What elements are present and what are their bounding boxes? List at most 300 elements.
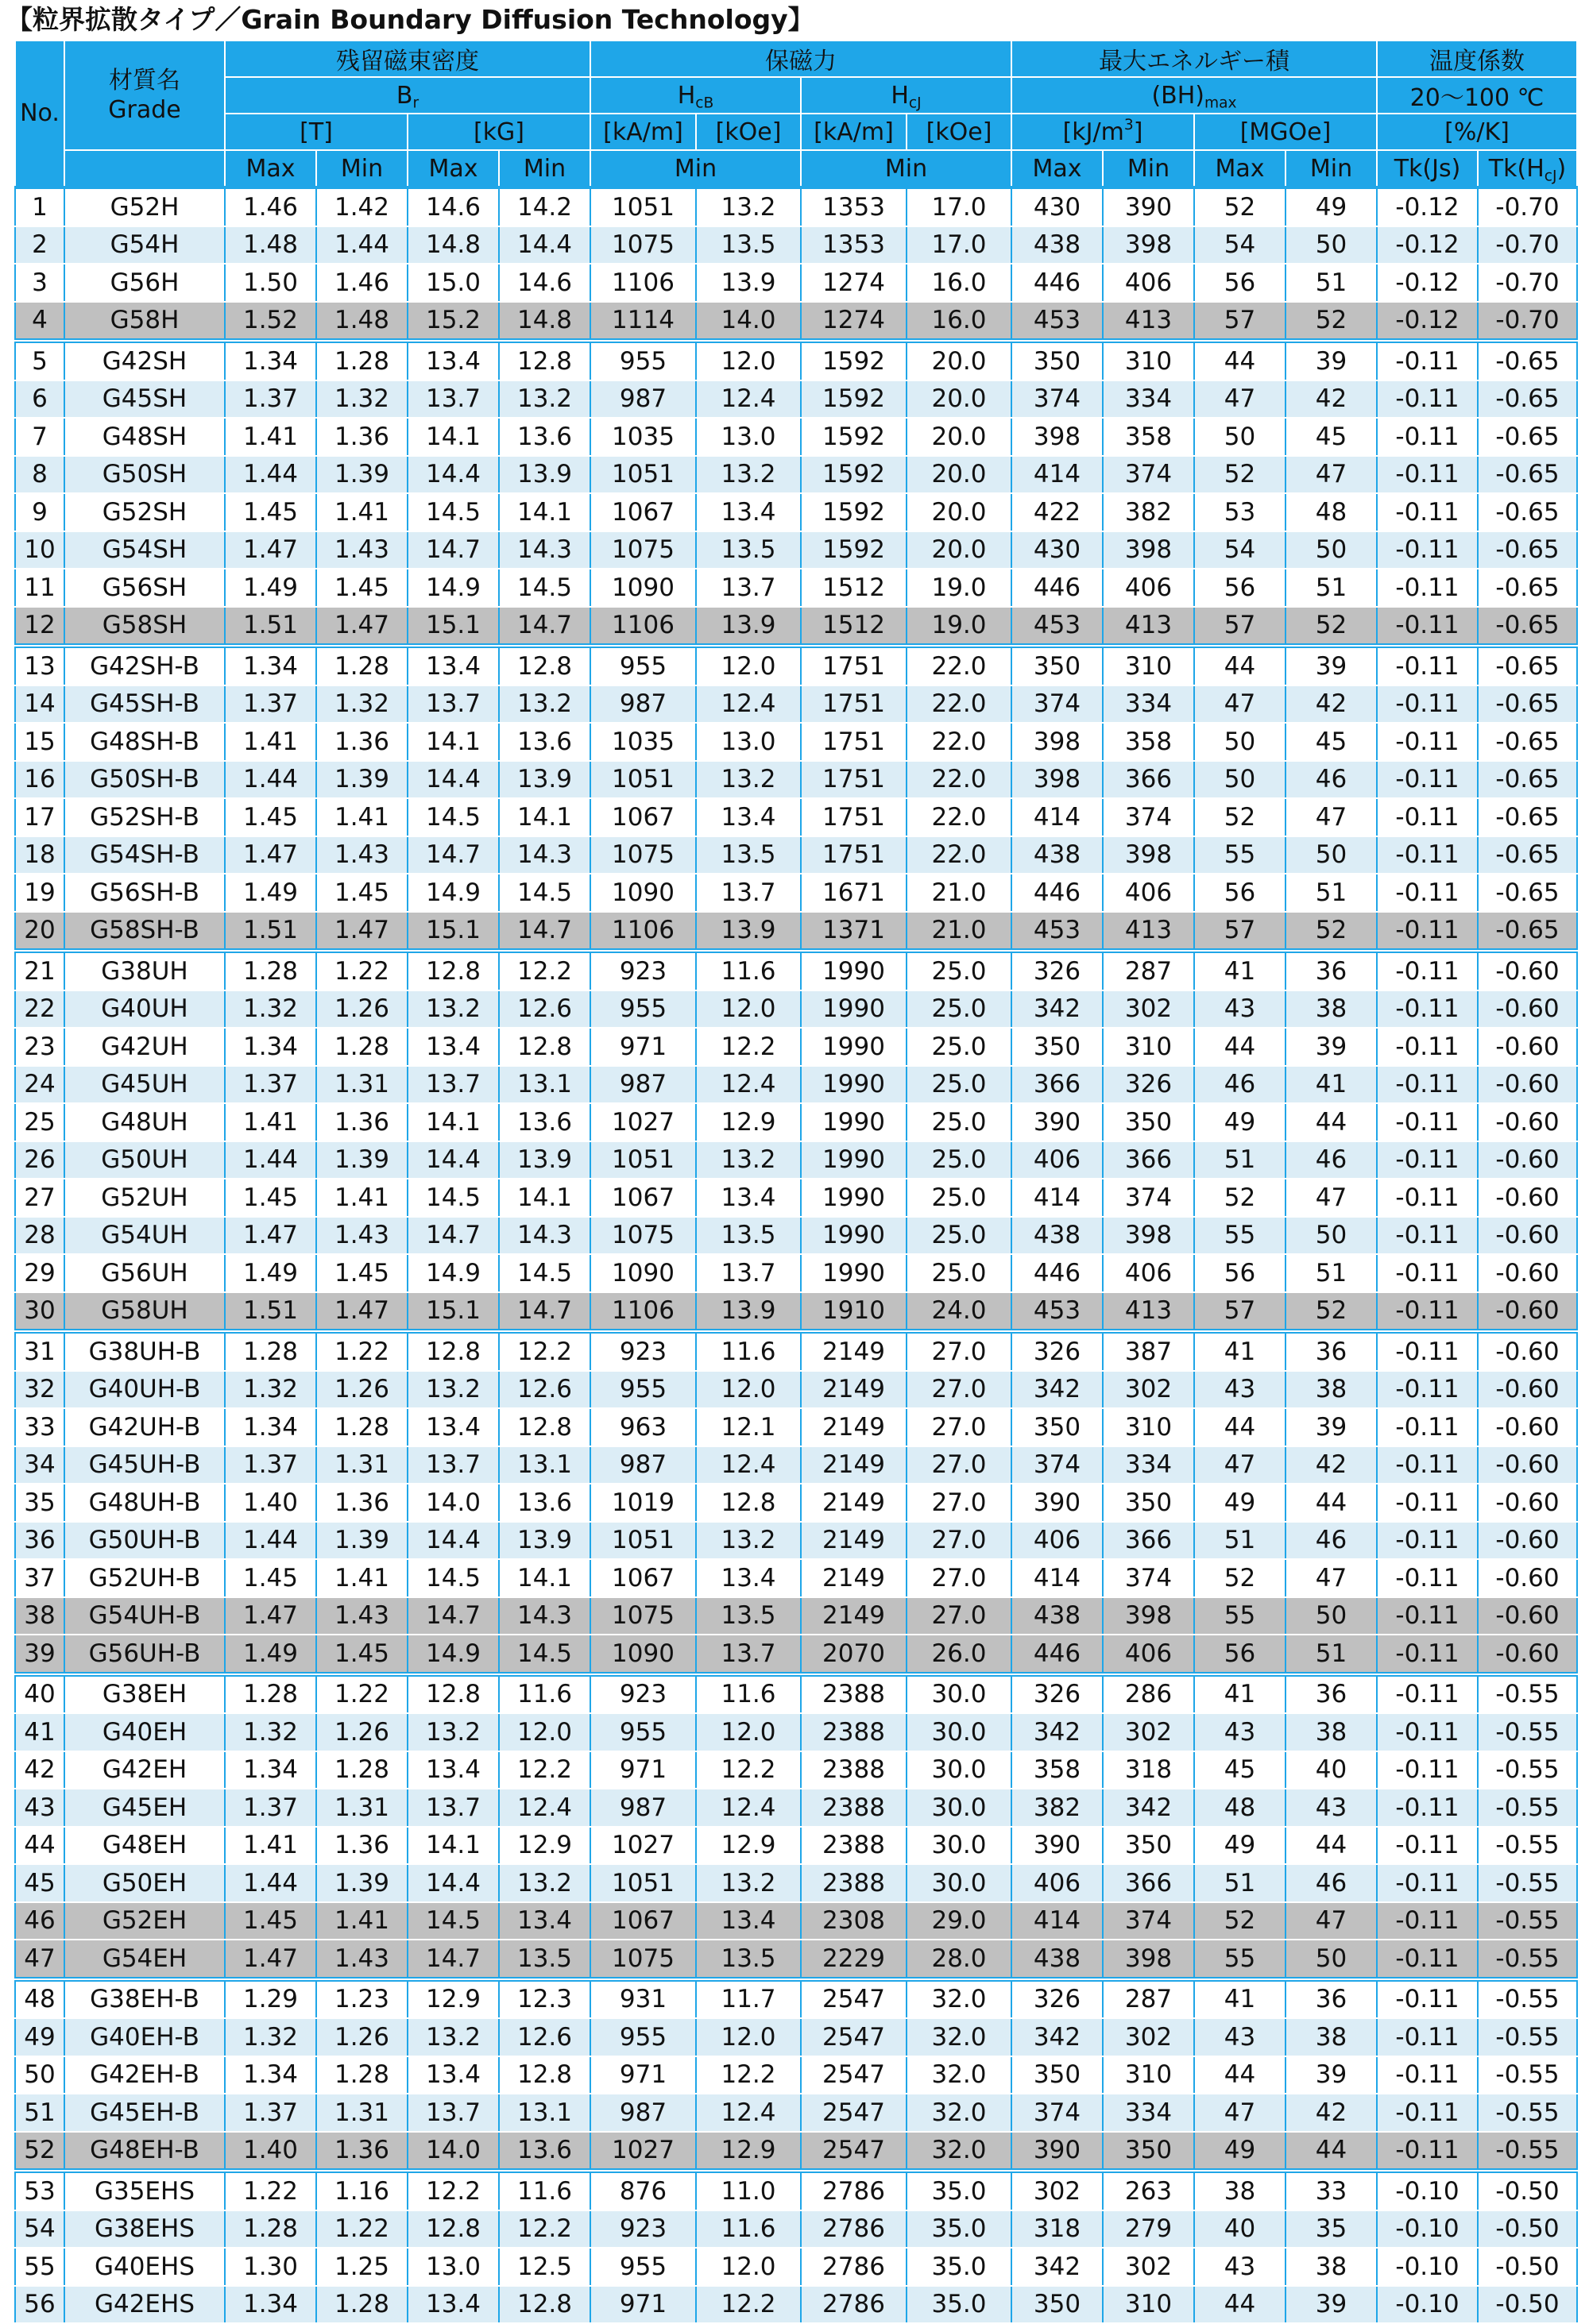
cell-hcb-kam: 1067 <box>590 493 696 531</box>
cell-hcb-koe: 12.2 <box>696 2286 801 2324</box>
cell-br-kg-max: 14.5 <box>408 493 499 531</box>
cell-no: 29 <box>15 1254 64 1292</box>
cell-bh-mgoe-max: 47 <box>1194 685 1286 724</box>
cell-hcb-koe: 13.2 <box>696 1141 801 1179</box>
cell-hcb-koe: 13.5 <box>696 1217 801 1255</box>
cell-bh-kj-min: 406 <box>1103 264 1194 302</box>
cell-tk-js: -0.11 <box>1377 1789 1478 1827</box>
cell-grade: G40UH-B <box>64 1371 225 1409</box>
cell-hcj-koe: 20.0 <box>907 493 1011 531</box>
cell-hcj-kam: 1990 <box>801 951 907 990</box>
cell-bh-kj-min: 310 <box>1103 1028 1194 1066</box>
cell-hcb-kam: 1075 <box>590 1217 696 1255</box>
cell-tk-js: -0.11 <box>1377 1827 1478 1865</box>
cell-tk-js: -0.11 <box>1377 1408 1478 1446</box>
cell-br-kg-max: 14.7 <box>408 836 499 874</box>
header-coercivity-group: 保磁力 <box>590 41 1011 77</box>
cell-bh-kj-min: 326 <box>1103 1066 1194 1104</box>
cell-tk-hcj: -0.55 <box>1478 1713 1577 1751</box>
cell-bh-kj-max: 446 <box>1011 1635 1103 1674</box>
cell-hcj-koe: 35.0 <box>907 2248 1011 2286</box>
cell-bh-mgoe-min: 51 <box>1286 874 1377 912</box>
cell-tk-hcj: -0.50 <box>1478 2248 1577 2286</box>
cell-bh-kj-max: 390 <box>1011 1484 1103 1522</box>
cell-bh-kj-min: 334 <box>1103 685 1194 724</box>
cell-hcb-kam: 1075 <box>590 836 696 874</box>
cell-bh-mgoe-min: 38 <box>1286 2018 1377 2056</box>
cell-br-t-max: 1.51 <box>225 607 316 647</box>
cell-hcj-kam: 2388 <box>801 1827 907 1865</box>
table-row <box>15 836 1577 874</box>
cell-br-t-max: 1.44 <box>225 1864 316 1902</box>
cell-bh-kj-min: 334 <box>1103 1446 1194 1484</box>
cell-br-kg-max: 14.4 <box>408 1141 499 1179</box>
cell-bh-mgoe-min: 45 <box>1286 418 1377 456</box>
cell-hcb-kam: 1027 <box>590 1827 696 1865</box>
cell-bh-kj-min: 366 <box>1103 1864 1194 1902</box>
cell-hcb-kam: 963 <box>590 1408 696 1446</box>
cell-bh-mgoe-max: 44 <box>1194 2056 1286 2094</box>
cell-hcj-koe: 16.0 <box>907 264 1011 302</box>
cell-br-t-max: 1.49 <box>225 874 316 912</box>
cell-bh-mgoe-min: 39 <box>1286 646 1377 685</box>
cell-br-kg-min: 14.1 <box>499 798 590 836</box>
cell-hcj-kam: 2388 <box>801 1674 907 1714</box>
cell-br-t-max: 1.50 <box>225 264 316 302</box>
cell-hcb-koe: 12.0 <box>696 990 801 1029</box>
cell-no: 9 <box>15 493 64 531</box>
cell-tk-hcj: -0.60 <box>1478 1371 1577 1409</box>
cell-hcj-kam: 2786 <box>801 2286 907 2324</box>
cell-hcj-koe: 25.0 <box>907 990 1011 1029</box>
cell-grade: G54SH-B <box>64 836 225 874</box>
cell-br-kg-max: 15.1 <box>408 607 499 647</box>
cell-br-t-min: 1.31 <box>316 1789 408 1827</box>
cell-bh-mgoe-max: 54 <box>1194 531 1286 569</box>
cell-no: 26 <box>15 1141 64 1179</box>
cell-no: 46 <box>15 1902 64 1940</box>
cell-br-t-min: 1.47 <box>316 607 408 647</box>
cell-hcb-kam: 1090 <box>590 874 696 912</box>
cell-grade: G48UH <box>64 1103 225 1141</box>
cell-hcb-koe: 12.8 <box>696 1484 801 1522</box>
table-row <box>15 264 1577 302</box>
cell-hcj-koe: 22.0 <box>907 723 1011 761</box>
cell-bh-mgoe-min: 52 <box>1286 607 1377 647</box>
cell-grade: G52UH-B <box>64 1559 225 1597</box>
cell-hcb-kam: 1067 <box>590 1902 696 1940</box>
cell-br-t-min: 1.22 <box>316 2210 408 2249</box>
table-row <box>15 1827 1577 1865</box>
cell-tk-hcj: -0.65 <box>1478 607 1577 647</box>
cell-grade: G45UH <box>64 1066 225 1104</box>
cell-hcj-koe: 32.0 <box>907 2132 1011 2172</box>
cell-br-t-max: 1.47 <box>225 1940 316 1979</box>
cell-bh-mgoe-max: 44 <box>1194 1408 1286 1446</box>
cell-no: 31 <box>15 1331 64 1371</box>
header-bh-symbol: $(BH)_{max}$ <box>1011 77 1377 114</box>
cell-bh-kj-max: 398 <box>1011 418 1103 456</box>
header-grade-jp: 材質名 <box>109 66 180 95</box>
cell-hcb-koe: 12.0 <box>696 341 801 380</box>
cell-hcj-kam: 1592 <box>801 456 907 494</box>
cell-br-t-min: 1.45 <box>316 569 408 607</box>
header-no: No. <box>15 41 64 187</box>
cell-tk-js: -0.11 <box>1377 1331 1478 1371</box>
cell-grade: G56SH <box>64 569 225 607</box>
table-row <box>15 302 1577 342</box>
cell-br-kg-min: 14.7 <box>499 912 590 952</box>
cell-br-t-min: 1.31 <box>316 1066 408 1104</box>
cell-br-kg-min: 13.2 <box>499 1864 590 1902</box>
cell-grade: G42EHS <box>64 2286 225 2324</box>
cell-hcb-koe: 13.7 <box>696 874 801 912</box>
cell-br-t-min: 1.23 <box>316 1979 408 2019</box>
cell-bh-mgoe-max: 50 <box>1194 418 1286 456</box>
cell-tk-js: -0.10 <box>1377 2210 1478 2249</box>
cell-hcb-kam: 987 <box>590 1446 696 1484</box>
cell-br-kg-max: 12.8 <box>408 1674 499 1714</box>
cell-bh-kj-min: 302 <box>1103 1371 1194 1409</box>
cell-bh-mgoe-max: 56 <box>1194 569 1286 607</box>
cell-tk-js: -0.11 <box>1377 1559 1478 1597</box>
cell-grade: G58SH <box>64 607 225 647</box>
cell-bh-kj-min: 374 <box>1103 1902 1194 1940</box>
cell-bh-mgoe-max: 49 <box>1194 1484 1286 1522</box>
cell-grade: G54H <box>64 226 225 264</box>
cell-no: 20 <box>15 912 64 952</box>
cell-bh-mgoe-min: 51 <box>1286 1635 1377 1674</box>
cell-no: 45 <box>15 1864 64 1902</box>
cell-hcj-koe: 22.0 <box>907 685 1011 724</box>
cell-bh-mgoe-min: 39 <box>1286 341 1377 380</box>
cell-br-kg-max: 13.7 <box>408 685 499 724</box>
cell-no: 47 <box>15 1940 64 1979</box>
cell-br-t-max: 1.34 <box>225 1408 316 1446</box>
cell-hcb-kam: 1051 <box>590 1522 696 1560</box>
cell-hcj-kam: 1990 <box>801 1066 907 1104</box>
cell-no: 41 <box>15 1713 64 1751</box>
cell-hcb-koe: 13.4 <box>696 798 801 836</box>
cell-br-t-max: 1.34 <box>225 1028 316 1066</box>
table-row <box>15 1635 1577 1674</box>
table-row <box>15 2171 1577 2210</box>
cell-hcj-koe: 28.0 <box>907 1940 1011 1979</box>
cell-br-kg-max: 14.1 <box>408 723 499 761</box>
cell-hcj-koe: 25.0 <box>907 1179 1011 1217</box>
cell-tk-js: -0.11 <box>1377 1254 1478 1292</box>
header-unit-kam-hcj: [kA/m] <box>801 114 907 150</box>
cell-br-kg-max: 13.7 <box>408 380 499 419</box>
cell-tk-js: -0.11 <box>1377 836 1478 874</box>
cell-bh-kj-min: 366 <box>1103 1522 1194 1560</box>
cell-br-t-min: 1.28 <box>316 646 408 685</box>
cell-hcj-kam: 2388 <box>801 1751 907 1789</box>
page-title: 【粒界拡散タイプ／Grain Boundary Diffusion Technology】 <box>6 4 814 35</box>
cell-tk-js: -0.11 <box>1377 990 1478 1029</box>
cell-br-kg-min: 12.8 <box>499 341 590 380</box>
cell-bh-mgoe-min: 38 <box>1286 1713 1377 1751</box>
cell-tk-js: -0.10 <box>1377 2286 1478 2324</box>
cell-br-kg-min: 12.8 <box>499 1408 590 1446</box>
cell-bh-kj-max: 438 <box>1011 1940 1103 1979</box>
cell-hcb-koe: 12.2 <box>696 1751 801 1789</box>
table-header <box>15 41 1577 187</box>
cell-hcj-koe: 35.0 <box>907 2210 1011 2249</box>
cell-bh-kj-min: 310 <box>1103 646 1194 685</box>
cell-grade: G54UH-B <box>64 1597 225 1635</box>
cell-bh-kj-min: 406 <box>1103 874 1194 912</box>
cell-hcb-kam: 1035 <box>590 418 696 456</box>
cell-tk-js: -0.10 <box>1377 2171 1478 2210</box>
cell-hcj-kam: 2547 <box>801 2056 907 2094</box>
cell-br-t-max: 1.41 <box>225 1827 316 1865</box>
cell-hcb-kam: 955 <box>590 1371 696 1409</box>
cell-tk-js: -0.11 <box>1377 1446 1478 1484</box>
cell-bh-kj-max: 390 <box>1011 2132 1103 2172</box>
cell-no: 16 <box>15 761 64 799</box>
cell-bh-kj-max: 414 <box>1011 456 1103 494</box>
cell-br-kg-min: 12.2 <box>499 1751 590 1789</box>
cell-tk-js: -0.11 <box>1377 418 1478 456</box>
cell-br-t-max: 1.32 <box>225 990 316 1029</box>
cell-hcb-koe: 13.4 <box>696 1559 801 1597</box>
cell-bh-kj-max: 366 <box>1011 1066 1103 1104</box>
cell-hcb-kam: 971 <box>590 2286 696 2324</box>
cell-tk-hcj: -0.65 <box>1478 685 1577 724</box>
cell-hcj-kam: 1371 <box>801 912 907 952</box>
cell-tk-js: -0.11 <box>1377 2132 1478 2172</box>
header-br-symbol: $B_r$ <box>225 77 590 114</box>
cell-br-t-min: 1.28 <box>316 2056 408 2094</box>
cell-bh-mgoe-max: 38 <box>1194 2171 1286 2210</box>
cell-br-kg-max: 13.4 <box>408 1028 499 1066</box>
table-row <box>15 951 1577 990</box>
cell-grade: G48SH <box>64 418 225 456</box>
table-row <box>15 1713 1577 1751</box>
cell-bh-mgoe-max: 56 <box>1194 874 1286 912</box>
cell-hcj-kam: 2388 <box>801 1713 907 1751</box>
cell-hcj-kam: 1512 <box>801 569 907 607</box>
table-row <box>15 1597 1577 1635</box>
cell-bh-kj-min: 358 <box>1103 723 1194 761</box>
cell-no: 17 <box>15 798 64 836</box>
cell-br-kg-min: 13.9 <box>499 456 590 494</box>
cell-tk-hcj: -0.60 <box>1478 1028 1577 1066</box>
cell-br-kg-max: 14.4 <box>408 761 499 799</box>
cell-no: 35 <box>15 1484 64 1522</box>
cell-br-t-min: 1.26 <box>316 1371 408 1409</box>
cell-hcj-kam: 2547 <box>801 1979 907 2019</box>
cell-bh-kj-min: 334 <box>1103 2094 1194 2132</box>
cell-no: 51 <box>15 2094 64 2132</box>
cell-hcb-kam: 1114 <box>590 302 696 342</box>
cell-hcb-koe: 13.2 <box>696 761 801 799</box>
table-row <box>15 1864 1577 1902</box>
cell-tk-js: -0.11 <box>1377 874 1478 912</box>
cell-br-kg-max: 14.1 <box>408 1103 499 1141</box>
cell-no: 25 <box>15 1103 64 1141</box>
cell-bh-mgoe-min: 50 <box>1286 1940 1377 1979</box>
cell-br-t-max: 1.37 <box>225 380 316 419</box>
cell-bh-mgoe-min: 43 <box>1286 1789 1377 1827</box>
table-row <box>15 1789 1577 1827</box>
cell-grade: G48EH <box>64 1827 225 1865</box>
cell-no: 5 <box>15 341 64 380</box>
cell-bh-kj-max: 438 <box>1011 226 1103 264</box>
cell-no: 14 <box>15 685 64 724</box>
cell-hcb-kam: 971 <box>590 1751 696 1789</box>
cell-br-t-max: 1.41 <box>225 723 316 761</box>
cell-br-t-min: 1.28 <box>316 341 408 380</box>
cell-br-kg-max: 12.8 <box>408 951 499 990</box>
cell-hcb-kam: 955 <box>590 1713 696 1751</box>
cell-tk-hcj: -0.65 <box>1478 646 1577 685</box>
cell-br-kg-min: 11.6 <box>499 1674 590 1714</box>
cell-br-t-max: 1.40 <box>225 2132 316 2172</box>
cell-hcb-kam: 1106 <box>590 912 696 952</box>
cell-bh-mgoe-min: 38 <box>1286 990 1377 1029</box>
cell-bh-mgoe-min: 42 <box>1286 2094 1377 2132</box>
cell-br-kg-max: 14.9 <box>408 874 499 912</box>
cell-hcj-kam: 1751 <box>801 798 907 836</box>
cell-br-kg-min: 13.9 <box>499 761 590 799</box>
cell-bh-kj-max: 430 <box>1011 531 1103 569</box>
cell-bh-kj-min: 350 <box>1103 1103 1194 1141</box>
cell-no: 30 <box>15 1292 64 1332</box>
cell-bh-mgoe-min: 33 <box>1286 2171 1377 2210</box>
cell-bh-kj-max: 342 <box>1011 2248 1103 2286</box>
cell-hcj-koe: 25.0 <box>907 951 1011 990</box>
cell-bh-mgoe-min: 51 <box>1286 1254 1377 1292</box>
cell-br-kg-max: 14.0 <box>408 2132 499 2172</box>
cell-tk-js: -0.11 <box>1377 1751 1478 1789</box>
cell-hcj-koe: 25.0 <box>907 1141 1011 1179</box>
table-row <box>15 607 1577 647</box>
cell-bh-kj-min: 374 <box>1103 1179 1194 1217</box>
cell-hcj-kam: 1592 <box>801 531 907 569</box>
cell-no: 49 <box>15 2018 64 2056</box>
cell-hcb-kam: 1051 <box>590 456 696 494</box>
cell-br-kg-min: 12.0 <box>499 1713 590 1751</box>
cell-hcj-kam: 2229 <box>801 1940 907 1979</box>
cell-br-t-min: 1.41 <box>316 798 408 836</box>
cell-br-t-max: 1.34 <box>225 2056 316 2094</box>
cell-no: 12 <box>15 607 64 647</box>
cell-tk-js: -0.11 <box>1377 1371 1478 1409</box>
header-grade-blank <box>64 150 225 187</box>
cell-tk-hcj: -0.65 <box>1478 569 1577 607</box>
cell-grade: G45SH-B <box>64 685 225 724</box>
cell-hcb-kam: 1106 <box>590 607 696 647</box>
cell-hcb-kam: 1027 <box>590 1103 696 1141</box>
cell-br-t-max: 1.45 <box>225 1902 316 1940</box>
cell-br-kg-max: 13.4 <box>408 2286 499 2324</box>
cell-hcj-koe: 32.0 <box>907 2018 1011 2056</box>
cell-tk-hcj: -0.55 <box>1478 1979 1577 2019</box>
cell-hcb-kam: 987 <box>590 2094 696 2132</box>
cell-br-t-min: 1.45 <box>316 1254 408 1292</box>
cell-bh-mgoe-max: 52 <box>1194 1559 1286 1597</box>
cell-bh-mgoe-max: 44 <box>1194 341 1286 380</box>
table-row <box>15 1292 1577 1332</box>
cell-grade: G56H <box>64 264 225 302</box>
table-row <box>15 341 1577 380</box>
cell-bh-mgoe-min: 40 <box>1286 1751 1377 1789</box>
cell-hcj-kam: 2547 <box>801 2132 907 2172</box>
cell-hcj-kam: 1990 <box>801 1217 907 1255</box>
cell-hcj-koe: 27.0 <box>907 1559 1011 1597</box>
cell-br-t-max: 1.47 <box>225 836 316 874</box>
cell-br-t-max: 1.34 <box>225 341 316 380</box>
cell-tk-js: -0.11 <box>1377 569 1478 607</box>
cell-tk-hcj: -0.60 <box>1478 1484 1577 1522</box>
cell-no: 37 <box>15 1559 64 1597</box>
cell-hcj-kam: 2388 <box>801 1789 907 1827</box>
cell-hcb-koe: 12.9 <box>696 2132 801 2172</box>
cell-grade: G48EH-B <box>64 2132 225 2172</box>
cell-hcj-koe: 30.0 <box>907 1827 1011 1865</box>
cell-tk-hcj: -0.60 <box>1478 1331 1577 1371</box>
header-unit-kam-hcb: [kA/m] <box>590 114 696 150</box>
cell-br-kg-max: 14.7 <box>408 1940 499 1979</box>
cell-br-t-max: 1.45 <box>225 1179 316 1217</box>
cell-br-kg-max: 14.0 <box>408 1484 499 1522</box>
cell-tk-hcj: -0.55 <box>1478 2132 1577 2172</box>
cell-bh-kj-max: 358 <box>1011 1751 1103 1789</box>
cell-bh-mgoe-max: 55 <box>1194 1940 1286 1979</box>
cell-bh-mgoe-max: 40 <box>1194 2210 1286 2249</box>
cell-br-t-max: 1.41 <box>225 418 316 456</box>
cell-hcj-kam: 2786 <box>801 2171 907 2210</box>
header-unit-koe-hcj: [kOe] <box>907 114 1011 150</box>
cell-tk-hcj: -0.60 <box>1478 1292 1577 1332</box>
table-row <box>15 912 1577 952</box>
cell-hcb-koe: 13.5 <box>696 1597 801 1635</box>
cell-bh-mgoe-max: 44 <box>1194 1028 1286 1066</box>
cell-hcb-kam: 1067 <box>590 798 696 836</box>
cell-bh-kj-min: 406 <box>1103 569 1194 607</box>
cell-br-kg-min: 14.3 <box>499 1217 590 1255</box>
cell-br-kg-max: 14.4 <box>408 1522 499 1560</box>
cell-hcj-koe: 25.0 <box>907 1217 1011 1255</box>
cell-br-t-min: 1.39 <box>316 1522 408 1560</box>
magnet-grade-table <box>14 40 1578 2324</box>
cell-br-kg-min: 13.6 <box>499 418 590 456</box>
cell-hcb-koe: 13.5 <box>696 531 801 569</box>
cell-bh-mgoe-min: 50 <box>1286 531 1377 569</box>
cell-bh-kj-min: 413 <box>1103 302 1194 342</box>
cell-bh-mgoe-max: 47 <box>1194 1446 1286 1484</box>
cell-br-kg-max: 14.7 <box>408 1217 499 1255</box>
cell-grade: G54UH <box>64 1217 225 1255</box>
cell-bh-kj-max: 342 <box>1011 1371 1103 1409</box>
cell-tk-js: -0.11 <box>1377 1066 1478 1104</box>
cell-br-t-max: 1.32 <box>225 1713 316 1751</box>
cell-br-t-min: 1.28 <box>316 2286 408 2324</box>
cell-br-t-max: 1.34 <box>225 646 316 685</box>
cell-tk-hcj: -0.65 <box>1478 341 1577 380</box>
table-row <box>15 761 1577 799</box>
cell-br-t-min: 1.36 <box>316 418 408 456</box>
table-row <box>15 1522 1577 1560</box>
cell-br-kg-max: 14.8 <box>408 226 499 264</box>
cell-hcb-kam: 1106 <box>590 264 696 302</box>
cell-br-t-min: 1.41 <box>316 1559 408 1597</box>
cell-br-kg-min: 12.2 <box>499 2210 590 2249</box>
cell-br-t-max: 1.28 <box>225 2210 316 2249</box>
cell-br-t-min: 1.42 <box>316 187 408 226</box>
